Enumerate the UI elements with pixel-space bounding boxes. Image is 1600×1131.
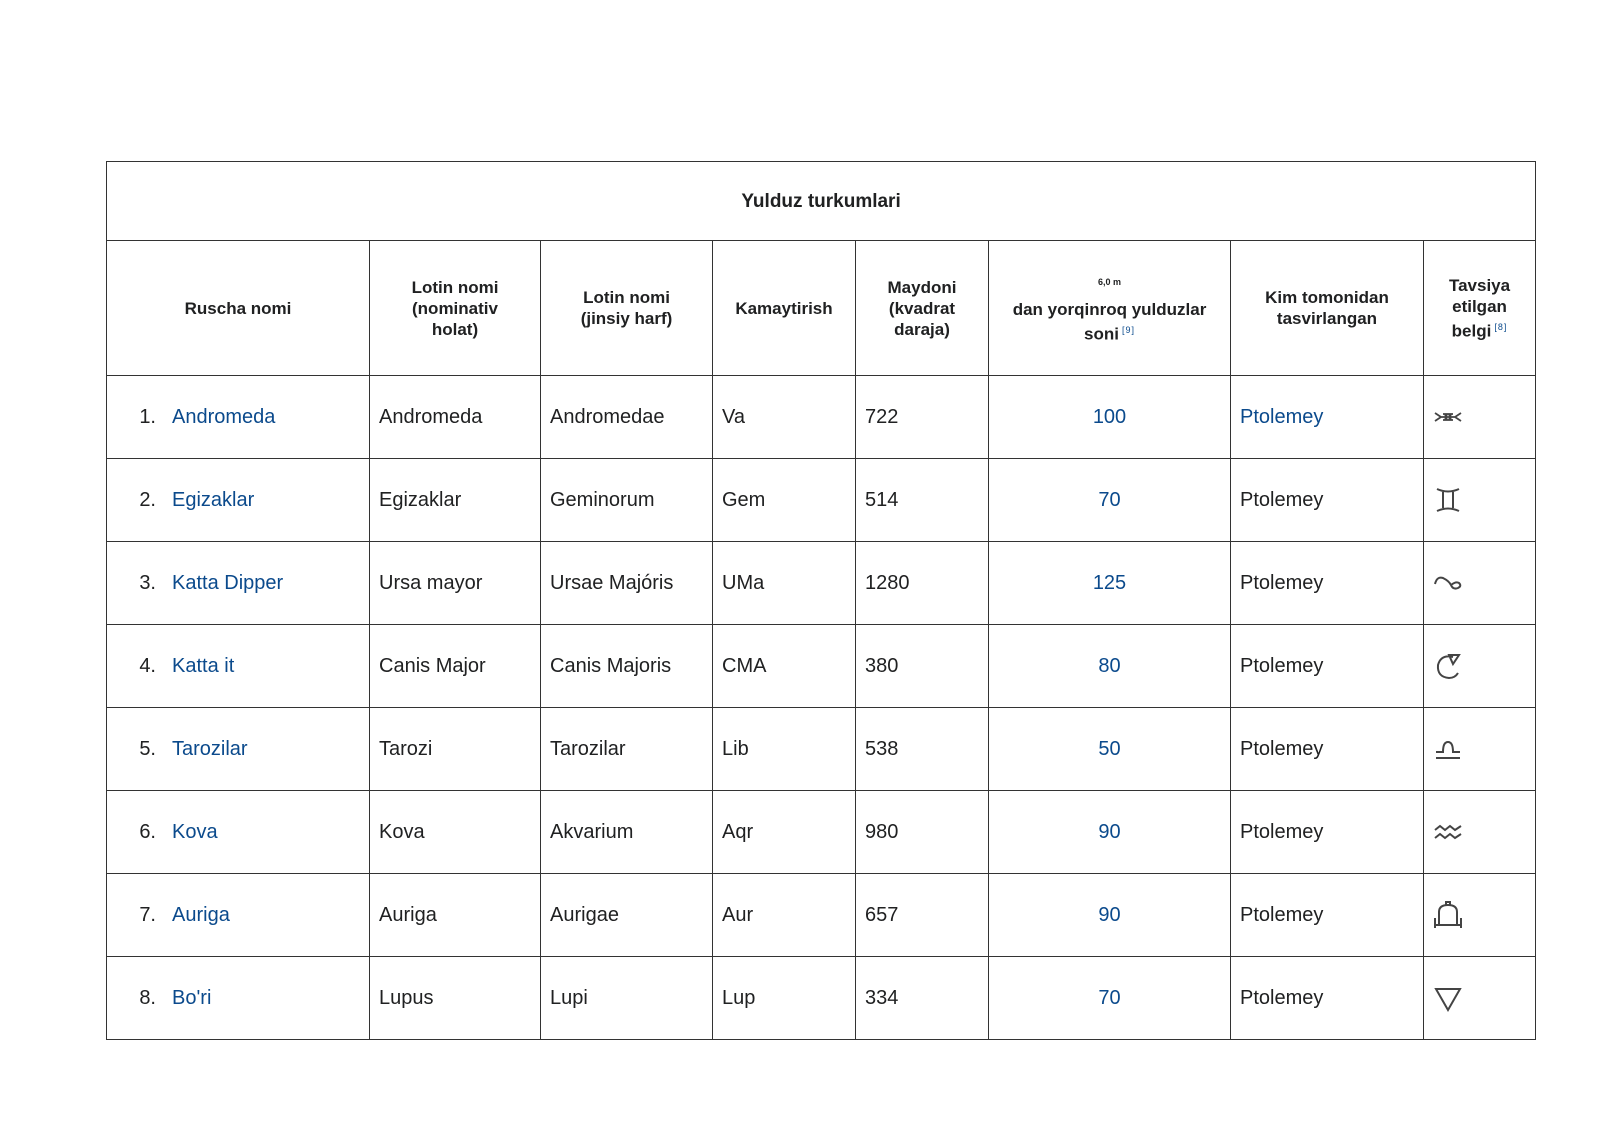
cell-stars (989, 957, 1231, 1040)
cell-stars (989, 459, 1231, 542)
constellations-table (106, 161, 1536, 1040)
auriga-icon (1433, 900, 1463, 930)
cell-jins: Aurigae (541, 874, 713, 957)
header-ruscha: Ruscha nomi (107, 241, 370, 376)
header-lotin-jins: Lotin nomi (jinsiy harf) (541, 241, 713, 376)
cell-area: 514 (856, 459, 989, 542)
cell-ruscha (107, 791, 370, 874)
cell-abbr: Va (713, 376, 856, 459)
constellation-link[interactable]: Andromeda (172, 405, 276, 428)
ursa-major-icon (1433, 568, 1463, 598)
cell-by (1231, 376, 1424, 459)
cell-lotin: Andromeda (370, 376, 541, 459)
cell-symbol (1424, 957, 1536, 1040)
author-link[interactable]: Ptolemey (1240, 405, 1324, 428)
cell-area: 722 (856, 376, 989, 459)
lupus-icon (1433, 983, 1463, 1013)
author-text: Ptolemey (1240, 820, 1324, 843)
cell-ruscha (107, 376, 370, 459)
table-row (107, 376, 1536, 459)
cell-ruscha (107, 542, 370, 625)
row-number: 8. (139, 986, 156, 1009)
header-row (107, 241, 1536, 376)
cell-lotin: Auriga (370, 874, 541, 957)
cell-abbr: UMa (713, 542, 856, 625)
table-row (107, 625, 1536, 708)
header-belgi (1424, 241, 1536, 376)
row-number: 2. (139, 488, 156, 511)
constellation-link[interactable]: Tarozilar (172, 737, 248, 760)
andromeda-icon (1433, 402, 1463, 432)
table-body (107, 376, 1536, 1040)
stars-link[interactable]: 90 (1098, 903, 1121, 926)
header-lotin-nom: Lotin nomi (nominativ holat) (370, 241, 541, 376)
cell-ruscha (107, 957, 370, 1040)
cell-jins: Tarozilar (541, 708, 713, 791)
constellation-link[interactable]: Katta it (172, 654, 235, 677)
cell-by (1231, 957, 1424, 1040)
cell-abbr: Aur (713, 874, 856, 957)
author-text: Ptolemey (1240, 571, 1324, 594)
row-number: 4. (139, 654, 156, 677)
cell-area: 380 (856, 625, 989, 708)
cell-by (1231, 708, 1424, 791)
cell-by (1231, 459, 1424, 542)
constellation-link[interactable]: Bo'ri (172, 986, 212, 1009)
table-row (107, 874, 1536, 957)
table-row (107, 542, 1536, 625)
cell-area: 334 (856, 957, 989, 1040)
cell-area: 1280 (856, 542, 989, 625)
header-belgi-text: Tavsiya etilgan belgi (1448, 275, 1511, 341)
table-caption: Yulduz turkumlari (107, 162, 1536, 241)
cell-by (1231, 625, 1424, 708)
cell-area: 657 (856, 874, 989, 957)
cell-abbr: Gem (713, 459, 856, 542)
table-row (107, 708, 1536, 791)
row-number: 1. (139, 405, 156, 428)
cell-jins: Ursae Majóris (541, 542, 713, 625)
author-text: Ptolemey (1240, 488, 1324, 511)
cell-abbr: Lib (713, 708, 856, 791)
stars-link[interactable]: 70 (1098, 488, 1121, 511)
cell-symbol (1424, 542, 1536, 625)
cell-area: 538 (856, 708, 989, 791)
stars-link[interactable]: 100 (1092, 405, 1127, 428)
cell-lotin: Ursa mayor (370, 542, 541, 625)
cell-ruscha (107, 708, 370, 791)
header-maydoni: Maydoni (kvadrat daraja) (856, 241, 989, 376)
cell-symbol (1424, 874, 1536, 957)
cell-abbr: Aqr (713, 791, 856, 874)
cell-lotin: Tarozi (370, 708, 541, 791)
stars-link[interactable]: 125 (1092, 571, 1127, 594)
cell-abbr: Lup (713, 957, 856, 1040)
cell-symbol (1424, 791, 1536, 874)
cell-jins: Geminorum (541, 459, 713, 542)
cell-symbol (1424, 708, 1536, 791)
libra-icon (1433, 734, 1463, 764)
row-number: 7. (139, 903, 156, 926)
cell-lotin: Egizaklar (370, 459, 541, 542)
cell-ruscha (107, 625, 370, 708)
cell-lotin: Kova (370, 791, 541, 874)
cell-jins: Canis Majoris (541, 625, 713, 708)
row-number: 3. (139, 571, 156, 594)
stars-link[interactable]: 80 (1098, 654, 1121, 677)
cell-lotin: Canis Major (370, 625, 541, 708)
cell-stars (989, 874, 1231, 957)
constellation-link[interactable]: Auriga (172, 903, 230, 926)
stars-link[interactable]: 50 (1098, 737, 1121, 760)
cell-stars (989, 542, 1231, 625)
header-yulduzlar-ref[interactable]: [9] (1121, 324, 1135, 335)
table-row (107, 957, 1536, 1040)
author-text: Ptolemey (1240, 654, 1324, 677)
header-yulduzlar (989, 241, 1231, 376)
cell-symbol (1424, 625, 1536, 708)
row-number: 5. (139, 737, 156, 760)
canis-major-icon (1433, 651, 1463, 681)
header-belgi-ref[interactable]: [8] (1494, 321, 1508, 332)
cell-by (1231, 874, 1424, 957)
cell-jins: Akvarium (541, 791, 713, 874)
cell-area: 980 (856, 791, 989, 874)
author-text: Ptolemey (1240, 986, 1324, 1009)
aquarius-icon (1433, 817, 1463, 847)
stars-link[interactable]: 70 (1098, 986, 1121, 1009)
stars-link[interactable]: 90 (1098, 820, 1121, 843)
cell-symbol (1424, 459, 1536, 542)
cell-ruscha (107, 874, 370, 957)
cell-jins: Lupi (541, 957, 713, 1040)
cell-by (1231, 791, 1424, 874)
header-kamaytirish: Kamaytirish (713, 241, 856, 376)
cell-symbol (1424, 376, 1536, 459)
cell-abbr: CMA (713, 625, 856, 708)
row-number: 6. (139, 820, 156, 843)
header-yulduzlar-text: dan yorqinroq yulduzlar soni (1012, 299, 1207, 344)
cell-by (1231, 542, 1424, 625)
cell-stars (989, 625, 1231, 708)
table-row (107, 459, 1536, 542)
header-kim: Kim tomonidan tasvirlangan (1231, 241, 1424, 376)
cell-lotin: Lupus (370, 957, 541, 1040)
cell-jins: Andromedae (541, 376, 713, 459)
cell-stars (989, 376, 1231, 459)
cell-stars (989, 791, 1231, 874)
constellation-link[interactable]: Katta Dipper (172, 571, 284, 594)
author-text: Ptolemey (1240, 903, 1324, 926)
gemini-icon (1433, 485, 1463, 515)
cell-ruscha (107, 459, 370, 542)
author-text: Ptolemey (1240, 737, 1324, 760)
table-row (107, 791, 1536, 874)
constellation-link[interactable]: Egizaklar (172, 488, 255, 511)
constellation-link[interactable]: Kova (172, 820, 218, 843)
cell-stars (989, 708, 1231, 791)
header-yulduzlar-top: 6,0 m (1097, 276, 1121, 287)
